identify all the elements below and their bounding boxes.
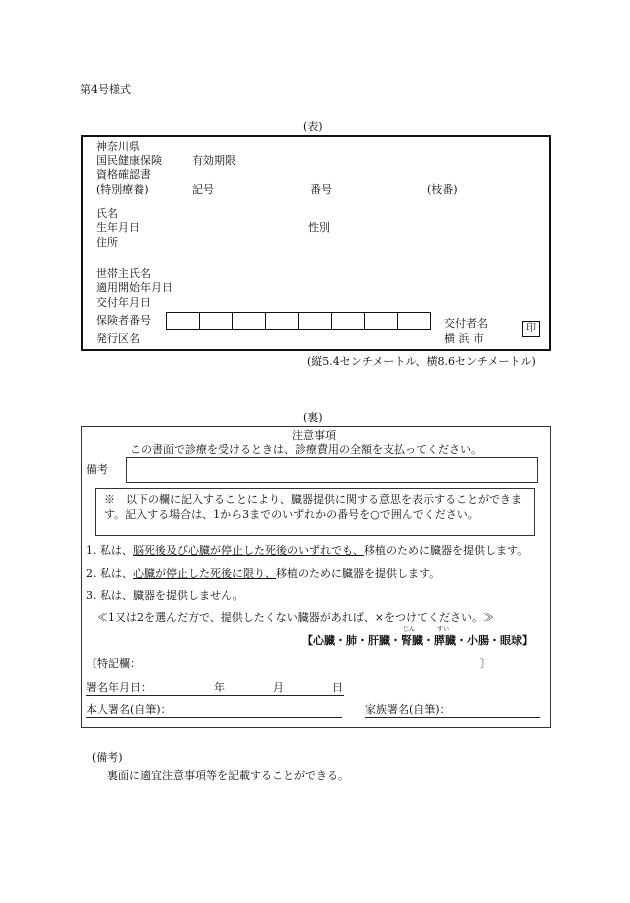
- symbol-label: 記号: [192, 183, 214, 196]
- option-2-prefix: 2. 私は、: [86, 567, 133, 580]
- ruby-sui: すい: [437, 626, 450, 633]
- issue-date-label: 交付年月日: [96, 296, 151, 309]
- day-label: 日: [332, 681, 343, 694]
- cert-label: 資格確認書: [96, 168, 151, 181]
- sex-label: 性別: [308, 221, 330, 234]
- insurer-digit-cell[interactable]: [166, 312, 200, 330]
- option-1[interactable]: [86, 545, 528, 556]
- option-1-underlined: 脳死後及び心臓が停止した死後のいずれでも、: [133, 544, 364, 557]
- insurer-digit-cell[interactable]: [232, 312, 266, 330]
- prefecture-label: 神奈川県: [96, 140, 140, 153]
- month-label: 月: [273, 681, 284, 694]
- option-2-underlined: 心臓が停止した死後に限り、: [133, 567, 276, 580]
- back-heading: (裏): [303, 411, 323, 424]
- organs-list[interactable]: 【心臓・肺・肝臓・腎臓・膵臓・小腸・眼球】: [302, 634, 533, 647]
- family-sign-line[interactable]: [365, 717, 540, 718]
- special-care-label: (特別療養): [96, 183, 149, 196]
- insurer-digit-cell[interactable]: [199, 312, 233, 330]
- branch-label: (枝番): [427, 183, 458, 196]
- insurer-digit-cell[interactable]: [265, 312, 299, 330]
- number-label: 番号: [310, 183, 332, 196]
- birth-label: 生年月日: [96, 221, 140, 234]
- sign-date-line[interactable]: [86, 695, 344, 696]
- organ-note-text: ※ 以下の欄に記入することにより、臓器提供に関する意思を表示することができます。記入する場合は、1から3までのいずれかの番号を○で囲んでください。: [104, 493, 522, 521]
- insurer-digit-cell[interactable]: [364, 312, 398, 330]
- issuing-ward-label: 発行区名: [96, 332, 140, 345]
- insurer-digit-cell[interactable]: [298, 312, 332, 330]
- insurer-number-label: 保険者番号: [96, 314, 151, 327]
- seal-stamp: 印: [522, 321, 540, 337]
- insurer-digit-cell[interactable]: [397, 312, 431, 330]
- name-label: 氏名: [96, 207, 118, 220]
- option-1-prefix: 1. 私は、: [86, 544, 133, 557]
- size-note: (縦5.4センチメートル、横8.6センチメートル): [307, 355, 536, 368]
- notice-title: 注意事項: [292, 429, 336, 442]
- footer-remarks-title: (備考): [92, 751, 123, 764]
- city-label: 横 浜 市: [444, 332, 484, 345]
- ruby-jin: じん: [403, 626, 416, 633]
- form-number: 第4号様式: [80, 83, 131, 96]
- start-date-label: 適用開始年月日: [96, 281, 173, 294]
- sign-date-label: 署名年月日：: [86, 681, 152, 694]
- year-label: 年: [214, 681, 225, 694]
- householder-label: 世帯主氏名: [96, 267, 151, 280]
- issuer-label: 交付者名: [444, 317, 488, 330]
- insurer-digit-cell[interactable]: [331, 312, 365, 330]
- notice-line: この書面で診療を受けるときは、診療費用の全額を支払ってください。: [130, 443, 482, 456]
- remarks-label: 備考: [86, 463, 108, 476]
- family-sign-label: 家族署名(自筆)：: [365, 703, 451, 716]
- footer-remarks-text: 裏面に適宜注意事項等を記載することができる。: [107, 769, 349, 782]
- option-2[interactable]: [86, 568, 440, 579]
- insurance-type-label: 国民健康保険: [96, 154, 162, 167]
- insurer-number-cells[interactable]: [166, 312, 430, 330]
- remarks-field[interactable]: [126, 457, 538, 483]
- address-label: 住所: [96, 236, 118, 249]
- self-sign-line[interactable]: [86, 717, 342, 718]
- option-2-suffix: 移植のために臓器を提供します。: [276, 567, 441, 580]
- exclude-note: ≪1又は2を選んだ方で、提供したくない臓器があれば、×をつけてください。≫: [97, 611, 494, 624]
- special-field-open: 〔特記欄：: [86, 657, 141, 670]
- special-field-close: 〕: [480, 657, 491, 670]
- option-1-suffix: 移植のために臓器を提供します。: [364, 544, 529, 557]
- front-heading: (表): [303, 120, 323, 133]
- self-sign-label: 本人署名(自筆)：: [86, 703, 172, 716]
- valid-period-label: 有効期限: [192, 154, 236, 167]
- option-3[interactable]: 3. 私は、臓器を提供しません。: [86, 589, 244, 602]
